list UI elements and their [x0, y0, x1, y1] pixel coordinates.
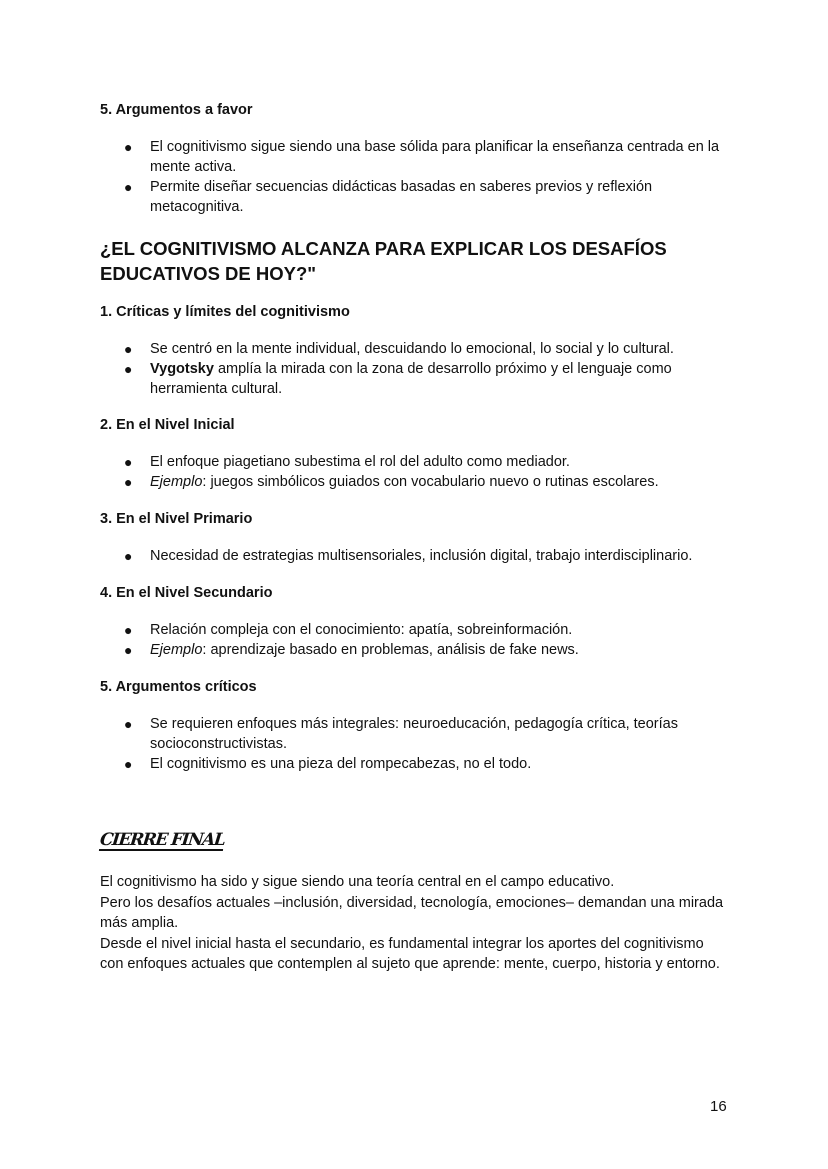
list-item — [0, 714, 730, 754]
bold-term-vygotsky: Vygotsky — [150, 361, 214, 377]
closing-paragraph — [100, 872, 730, 975]
list-item — [0, 137, 730, 177]
list-item — [0, 640, 730, 660]
bullet-list-criticas — [0, 339, 828, 399]
bullet-icon: ● — [124, 474, 133, 490]
italic-term-ejemplo: Ejemplo — [150, 642, 203, 658]
list-item-text: : juegos simbólicos guiados con vocabulario nuevo o rutinas escolares. — [202, 474, 659, 490]
italic-term-ejemplo: Ejemplo — [150, 474, 203, 490]
bullet-icon: ● — [124, 716, 133, 732]
closing-line: Desde el nivel inicial hasta el secundario, es fundamental integrar los aportes del cognitivismo con enfoques actuales que contemplen al sujeto que aprende: mente, cuerpo, historia y entorno. — [100, 935, 720, 972]
bullet-list-argumentos-a-favor — [0, 137, 828, 217]
bullet-icon: ● — [124, 139, 133, 155]
closing-line: El cognitivismo ha sido y sigue siendo una teoría central en el campo educativo. — [100, 874, 615, 890]
section-heading-nivel-inicial: 2. En el Nivel Inicial — [100, 417, 235, 433]
list-item-text: El cognitivismo es una pieza del rompecabezas, no el todo. — [150, 756, 532, 772]
list-item — [0, 546, 750, 566]
list-item-text: : aprendizaje basado en problemas, análisis de fake news. — [202, 642, 579, 658]
closing-title — [99, 830, 225, 851]
bullet-icon: ● — [124, 756, 133, 772]
bullet-list-nivel-secundario — [0, 620, 828, 660]
bullet-icon: ● — [124, 341, 133, 357]
section-heading-argumentos-a-favor: 5. Argumentos a favor — [100, 102, 253, 118]
section-heading-criticas: 1. Críticas y límites del cognitivismo — [100, 304, 350, 320]
list-item-text: Relación compleja con el conocimiento: apatía, sobreinformación. — [150, 622, 573, 638]
bullet-list-nivel-primario — [0, 546, 828, 566]
list-item-text: Se requieren enfoques más integrales: neuroeducación, pedagogía crítica, teorías socioconstructivistas. — [150, 716, 678, 752]
list-item — [0, 359, 730, 399]
bullet-icon: ● — [124, 642, 133, 658]
list-item — [0, 339, 730, 359]
bullet-icon: ● — [124, 548, 133, 564]
list-item-text: amplía la mirada con la zona de desarrollo próximo y el lenguaje como herramienta cultural. — [150, 361, 672, 397]
section-heading-nivel-primario: 3. En el Nivel Primario — [100, 511, 253, 527]
page-number: 16 — [710, 1098, 727, 1115]
bullet-icon: ● — [124, 179, 133, 195]
bullet-icon: ● — [124, 361, 133, 377]
list-item-text: Necesidad de estrategias multisensoriales, inclusión digital, trabajo interdisciplinario. — [150, 548, 693, 564]
bullet-icon: ● — [124, 622, 133, 638]
bullet-icon: ● — [124, 454, 133, 470]
section-heading-nivel-secundario: 4. En el Nivel Secundario — [100, 585, 273, 601]
closing-title-text: CIERRE FINAL — [99, 830, 226, 850]
bullet-list-nivel-inicial — [0, 452, 828, 492]
list-item-text: Permite diseñar secuencias didácticas basadas en saberes previos y reflexión metacognitiva. — [150, 179, 653, 215]
list-item — [0, 177, 730, 217]
main-heading: ¿EL COGNITIVISMO ALCANZA PARA EXPLICAR LOS DESAFÍOS EDUCATIVOS DE HOY?" — [100, 238, 667, 284]
closing-line: Pero los desafíos actuales –inclusión, diversidad, tecnología, emociones– demandan una mirada más amplia. — [100, 894, 724, 931]
section-heading-argumentos-criticos: 5. Argumentos críticos — [100, 679, 257, 695]
list-item-text: El enfoque piagetiano subestima el rol del adulto como mediador. — [150, 454, 570, 470]
list-item — [0, 754, 730, 774]
list-item-text: Se centró en la mente individual, descuidando lo emocional, lo social y lo cultural. — [150, 341, 674, 357]
list-item-text: El cognitivismo sigue siendo una base sólida para planificar la enseñanza centrada en la mente activa. — [150, 139, 720, 175]
list-item — [0, 452, 730, 472]
list-item — [0, 620, 730, 640]
list-item — [0, 472, 730, 492]
bullet-list-argumentos-criticos — [0, 714, 828, 774]
